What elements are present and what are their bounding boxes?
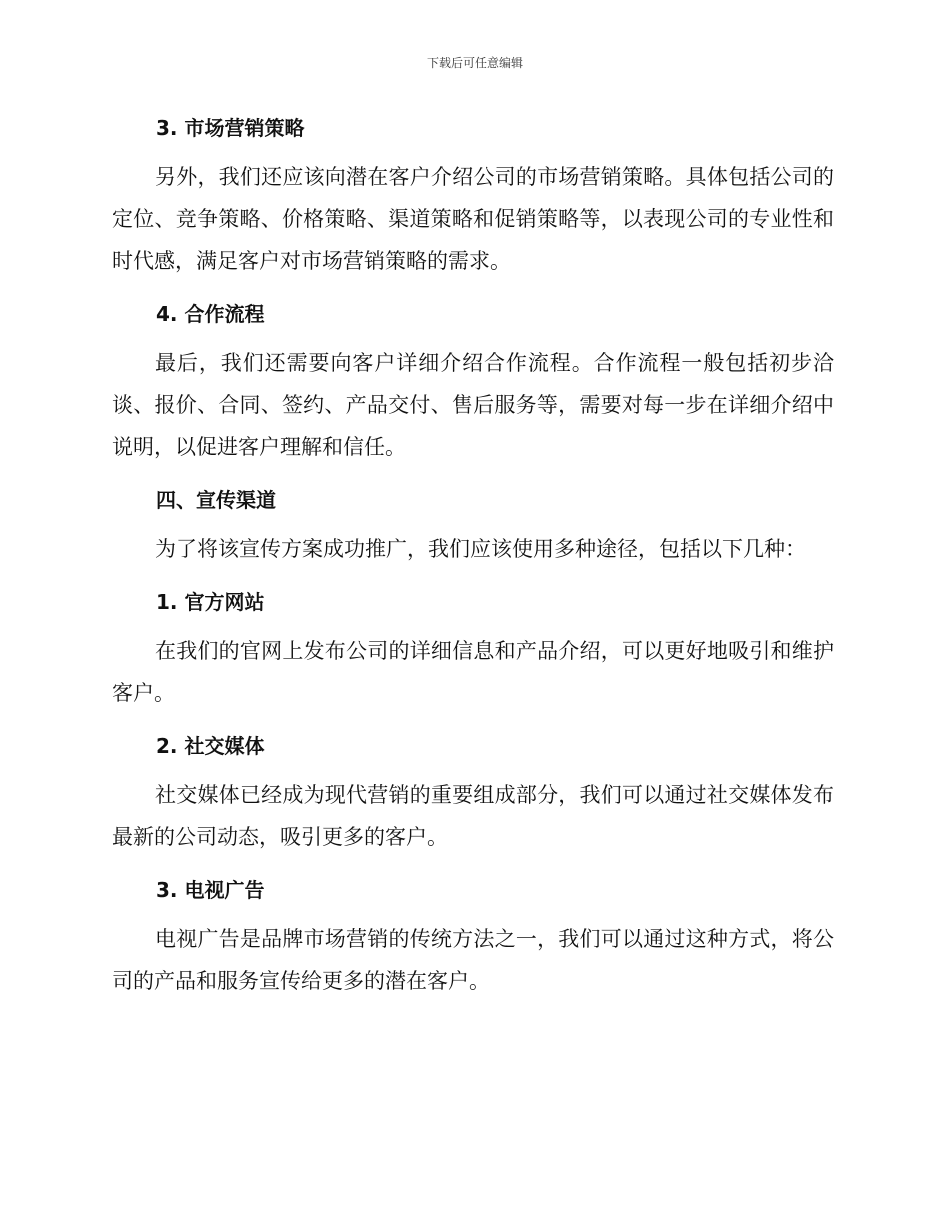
paragraph-official-website: 在我们的官网上发布公司的详细信息和产品介绍，可以更好地吸引和维护客户。: [112, 639, 834, 705]
heading-official-website: 1. 官方网站: [156, 590, 265, 614]
document-body: [112, 108, 834, 1002]
paragraph-promotion-channels: 为了将该宣传方案成功推广，我们应该使用多种途径，包括以下几种：: [155, 537, 806, 561]
heading-tv-advertising: 3. 电视广告: [156, 878, 265, 902]
paragraph-marketing-strategy: 另外，我们还应该向潜在客户介绍公司的市场营销策略。具体包括公司的定位、竞争策略、价格策略、渠道策略和促销策略等，以表现公司的专业性和时代感，满足客户对市场营销策略的需求。: [112, 165, 834, 273]
paragraph-tv-advertising: 电视广告是品牌市场营销的传统方法之一，我们可以通过这种方式，将公司的产品和服务宣传给更多的潜在客户。: [112, 927, 834, 993]
paragraph-social-media: 社交媒体已经成为现代营销的重要组成部分，我们可以通过社交媒体发布最新的公司动态，吸引更多的客户。: [112, 783, 834, 849]
page-header: 下载后可任意编辑: [426, 56, 523, 70]
paragraph-cooperation-process: 最后，我们还需要向客户详细介绍合作流程。合作流程一般包括初步洽谈、报价、合同、签约、产品交付、售后服务等，需要对每一步在详细介绍中说明，以促进客户理解和信任。: [112, 351, 834, 459]
heading-marketing-strategy: 3. 市场营销策略: [156, 116, 305, 140]
heading-promotion-channels: 四、宣传渠道: [156, 488, 276, 512]
heading-cooperation-process: 4. 合作流程: [156, 302, 265, 326]
heading-social-media: 2. 社交媒体: [156, 734, 265, 758]
